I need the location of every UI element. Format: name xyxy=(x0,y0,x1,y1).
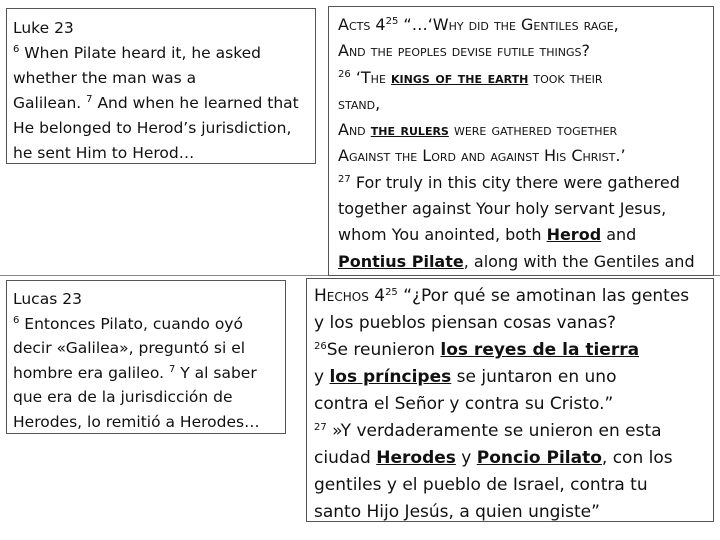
hechos-4-passage xyxy=(306,278,714,522)
verse-line: decir «Galilea», preguntó si el xyxy=(13,339,246,357)
verse-line: whom You anointed, both Herod and xyxy=(338,225,637,245)
verse-line: And the peoples devise futile things? xyxy=(338,41,590,61)
verse-line: contra el Señor y contra su Cristo.” xyxy=(314,394,614,414)
verse-number: 27 xyxy=(314,422,327,433)
luke-23-passage xyxy=(6,8,316,164)
verse-number: 25 xyxy=(385,287,398,298)
verse-line: He belonged to Herod’s jurisdiction, xyxy=(13,119,292,137)
verse-line: y los príncipes se juntaron en uno xyxy=(314,367,617,387)
verse-line: stand, xyxy=(338,93,381,113)
emphasis: los príncipes xyxy=(329,367,452,387)
verse-number: 26 xyxy=(338,68,351,80)
verse-number: 26 xyxy=(314,341,327,352)
emphasis: los reyes de la tierra xyxy=(440,340,640,360)
verse-line: que era de la jurisdicción de xyxy=(13,388,233,406)
emphasis: Poncio Pilato xyxy=(476,448,602,468)
verse-line: santo Hijo Jesús, a quien ungiste” xyxy=(314,502,600,522)
verse-line: Acts $4^{25}$ “…‘Why did the Gentiles rage, xyxy=(338,15,619,34)
emphasis: Herod xyxy=(546,225,602,245)
verse-line: Against the Lord and against His Christ.’ xyxy=(338,146,626,166)
verse-line: $^6$ When Pilate heard it, he asked xyxy=(13,44,262,62)
verse-line: $^6$ Entonces Pilato, cuando oyó xyxy=(13,314,243,333)
verse-number: 7 xyxy=(86,94,93,105)
verse-line: $^{27}$ For truly in this city there were gathered xyxy=(338,172,680,192)
verse-line: Galilean. $^7$ And when he learned that xyxy=(13,94,299,112)
verse-line: $^{26}$ ‘The kings of the earth took their xyxy=(338,67,603,87)
verse-number: 7 xyxy=(168,363,176,375)
verse-number: 6 xyxy=(13,44,20,55)
passage-title: Acts 4 xyxy=(338,15,386,34)
verse-line: Pontius Pilate, along with the Gentiles and xyxy=(338,251,695,271)
verse-line: together against Your holy servant Jesus, xyxy=(338,199,667,219)
verse-number: 25 xyxy=(385,16,399,27)
verse-line: hombre era galileo. $^7$ Y al saber xyxy=(13,363,257,382)
verse-line: gentiles y el pueblo de Israel, contra tu xyxy=(314,475,648,495)
passage-title: Lucas 23 xyxy=(13,290,82,308)
verse-line: $^{27}$ »Y verdaderamente se unieron en esta xyxy=(314,421,662,441)
emphasis: kings of the earth xyxy=(391,67,529,87)
verse-line: y los pueblos piensan cosas vanas? xyxy=(314,313,617,333)
passage-title: Hechos 4 xyxy=(314,286,386,306)
verse-line: Herodes, lo remitió a Herodes… xyxy=(13,412,260,431)
verse-number: 6 xyxy=(13,314,20,326)
verse-line xyxy=(338,275,705,276)
emphasis: the rulers xyxy=(370,120,449,140)
verse-line: he sent Him to Herod… xyxy=(13,144,195,162)
lucas-23-passage xyxy=(6,280,286,434)
emphasis: Herodes xyxy=(376,448,456,468)
emphasis: Pontius Pilate xyxy=(338,251,464,271)
verse-line: Hechos $4^{25}$ “¿Por qué se amotinan las gentes xyxy=(314,286,690,306)
verse-line: $^{26}$Se reunieron los reyes de la tierra xyxy=(314,340,640,360)
verse-line: whether the man was a xyxy=(13,69,197,87)
verse-number: 27 xyxy=(338,173,351,185)
verse-line: And the rulers were gathered together xyxy=(338,120,618,140)
passage-title: Luke 23 xyxy=(13,19,74,37)
verse-line: ciudad Herodes y Poncio Pilato, con los xyxy=(314,448,673,468)
acts-4-passage xyxy=(328,6,714,276)
